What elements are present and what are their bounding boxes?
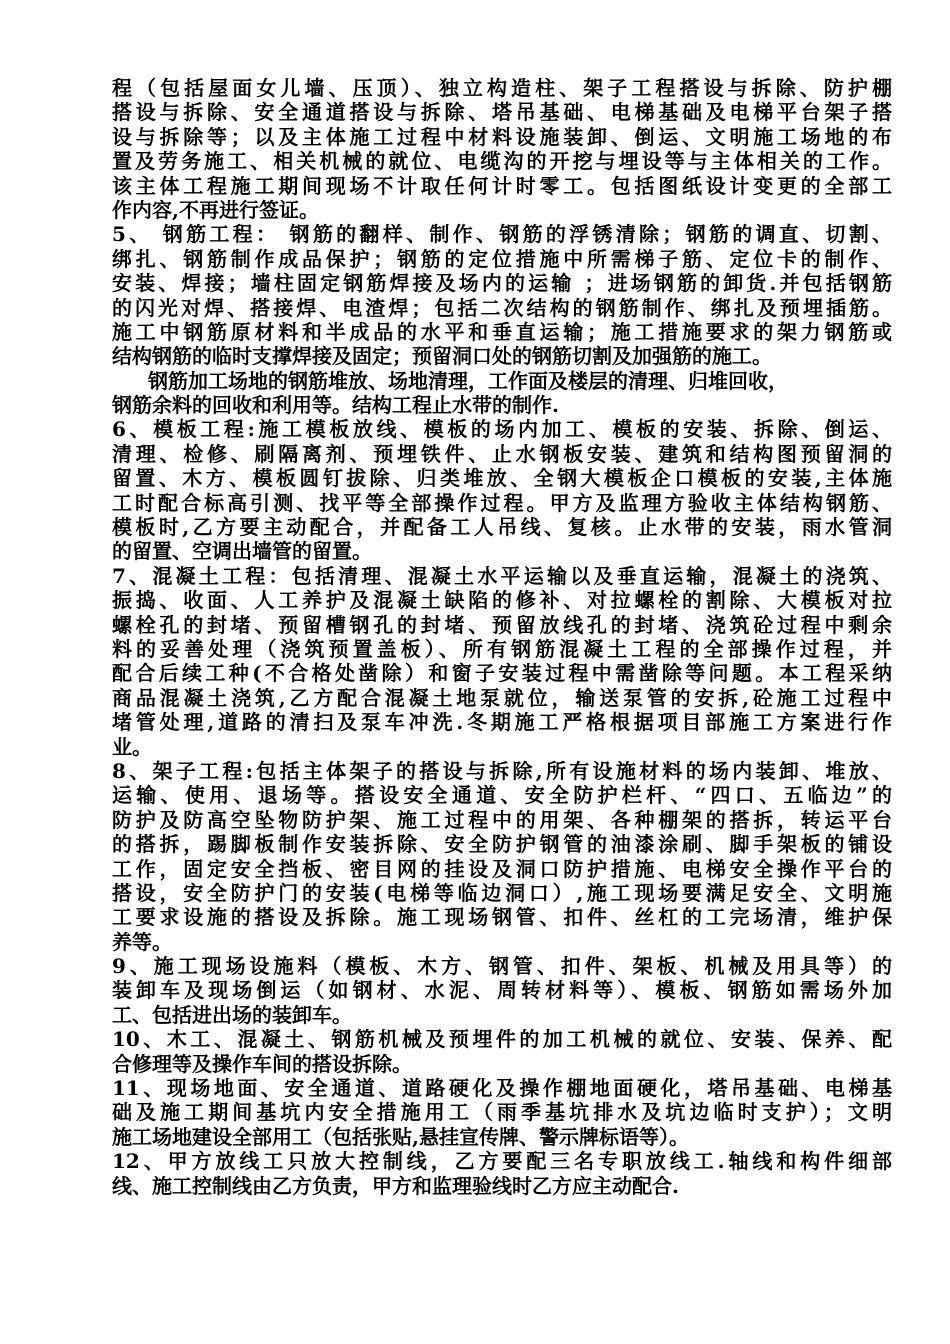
text-line: 程（包括屋面女儿墙、压顶）、独立构造柱、架子工程搭设与拆除、防护棚: [112, 76, 892, 100]
text-line: 合修理等及操作车间的搭设拆除。: [112, 1051, 412, 1076]
text-line: 安装、焊接；墙柱固定钢筋焊接及场内的运输 ；进场钢筋的卸货.并包括钢筋: [112, 271, 892, 296]
text-line: 商品混凝土浇筑,乙方配合混凝土地泵就位，输送泵管的安拆,砼施工过程中: [112, 685, 892, 710]
text-line: 振捣、收面、人工养护及混凝土缺陷的修补、对拉螺栓的割除、大模板对拉: [112, 588, 892, 613]
text-line: 施工中钢筋原材料和半成品的水平和垂直运输；施工措施要求的架力钢筋或: [112, 319, 892, 344]
text-line: 料的妥善处理（浇筑预置盖板）、所有钢筋混凝土工程的全部操作过程，并: [112, 636, 892, 661]
document-body: [112, 76, 892, 1198]
text-line: 工时配合标高引测、找平等全部操作过程。甲方及监理方验收主体结构钢筋、: [112, 490, 892, 515]
text-line: 钢筋加工场地的钢筋堆放、场地清理，工作面及楼层的清理、归堆回收，: [148, 368, 788, 393]
text-line: 工作，固定安全挡板、密目网的挂设及洞口防护措施、电梯安全操作平台的: [112, 856, 892, 881]
text-line: 7、混凝土工程：包括清理、混凝土水平运输以及垂直运输，混凝土的浇筑、: [112, 563, 892, 588]
text-line: 设与拆除等；以及主体施工过程中材料设施装卸、倒运、文明施工场地的布: [112, 124, 892, 149]
text-line: 施工场地建设全部用工（包括张贴,悬挂宣传牌、警示牌标语等）。: [112, 1124, 689, 1149]
text-line: 9、施工现场设施料（模板、木方、钢管、扣件、架板、机械及用具等）的: [112, 954, 892, 979]
text-line: 工、包括进出场的装卸车。: [112, 1002, 352, 1027]
text-line: 置及劳务施工、相关机械的就位、电缆沟的开挖与埋设等与主体相关的工作。: [112, 149, 892, 174]
text-line: 工要求设施的搭设及拆除。施工现场钢管、扣件、丝杠的工完场清，维护保: [112, 905, 892, 930]
text-line: 5、 钢筋工程： 钢筋的翻样、制作、钢筋的浮锈清除；钢筋的调直、切割、: [112, 222, 892, 247]
text-line: 的留置、空调出墙管的留置。: [112, 539, 372, 564]
text-line: 8、架子工程:包括主体架子的搭设与拆除,所有设施材料的场内装卸、堆放、: [112, 758, 892, 783]
text-line: 留置、木方、模板圆钉拔除、归类堆放、全钢大模板企口模板的安装,主体施: [112, 466, 892, 491]
text-line: 绑扎、钢筋制作成品保护；钢筋的定位措施中所需梯子筋、定位卡的制作、: [112, 246, 892, 271]
text-line: 运输、使用、退场等。搭设安全通道、安全防护栏杆、“四口、五临边”的: [112, 783, 892, 808]
text-line: 业。: [112, 734, 152, 759]
text-line: 作内容,不再进行签证。: [112, 197, 319, 222]
text-line: 10、木工、混凝土、钢筋机械及预埋件的加工机械的就位、安装、保养、配: [112, 1027, 892, 1052]
text-line: 搭设，安全防护门的安装(电梯等临边洞口）,施工现场要满足安全、文明施: [112, 880, 892, 905]
text-line: 的搭拆，踢脚板制作安装拆除、安全防护钢管的油漆涂刷、脚手架板的铺设: [112, 832, 892, 857]
text-line: 钢筋余料的回收和利用等。结构工程止水带的制作.: [112, 393, 559, 418]
text-line: 的闪光对焊、搭接焊、电渣焊；包括二次结构的钢筋制作、绑扎及预埋插筋。: [112, 295, 892, 320]
text-line: 12、甲方放线工只放大控制线，乙方要配三名专职放线工.轴线和构件细部: [112, 1149, 892, 1174]
text-line: 装卸车及现场倒运（如钢材、水泥、周转材料等）、模板、钢筋如需场外加: [112, 978, 892, 1003]
text-line: 该主体工程施工期间现场不计取任何计时零工。包括图纸设计变更的全部工: [112, 173, 892, 198]
text-line: 搭设与拆除、安全通道搭设与拆除、塔吊基础、电梯基础及电梯平台架子搭: [112, 100, 892, 125]
text-line: 防护及防高空坠物防护架、施工过程中的用架、各种棚架的搭拆，转运平台: [112, 807, 892, 832]
text-line: 础及施工期间基坑内安全措施用工（雨季基坑排水及坑边临时支护）；文明: [112, 1100, 892, 1125]
text-line: 配合后续工种(不合格处凿除）和窗子安装过程中需凿除等问题。本工程采纳: [112, 661, 892, 686]
text-line: 6、模板工程:施工模板放线、模板的场内加工、模板的安装、拆除、倒运、: [112, 417, 892, 442]
text-line: 结构钢筋的临时支撑焊接及固定；预留洞口处的钢筋切割及加强筋的施工。: [112, 344, 772, 369]
text-line: 螺栓孔的封堵、预留槽钢孔的封堵、预留放线孔的封堵、浇筑砼过程中剩余: [112, 612, 892, 637]
text-line: 11、现场地面、安全通道、道路硬化及操作棚地面硬化，塔吊基础、电梯基: [112, 1076, 892, 1101]
text-line: 线、施工控制线由乙方负责，甲方和监理验线时乙方应主动配合.: [112, 1173, 679, 1198]
text-line: 模板时,乙方要主动配合，并配备工人吊线、复核。止水带的安装，雨水管洞: [112, 515, 892, 540]
text-line: 堵管处理,道路的清扫及泵车冲洗.冬期施工严格根据项目部施工方案进行作: [112, 710, 892, 735]
text-line: 清理、检修、刷隔离剂、预埋铁件、止水钢板安装、建筑和结构图预留洞的: [112, 441, 892, 466]
text-line: 养等。: [112, 929, 172, 954]
